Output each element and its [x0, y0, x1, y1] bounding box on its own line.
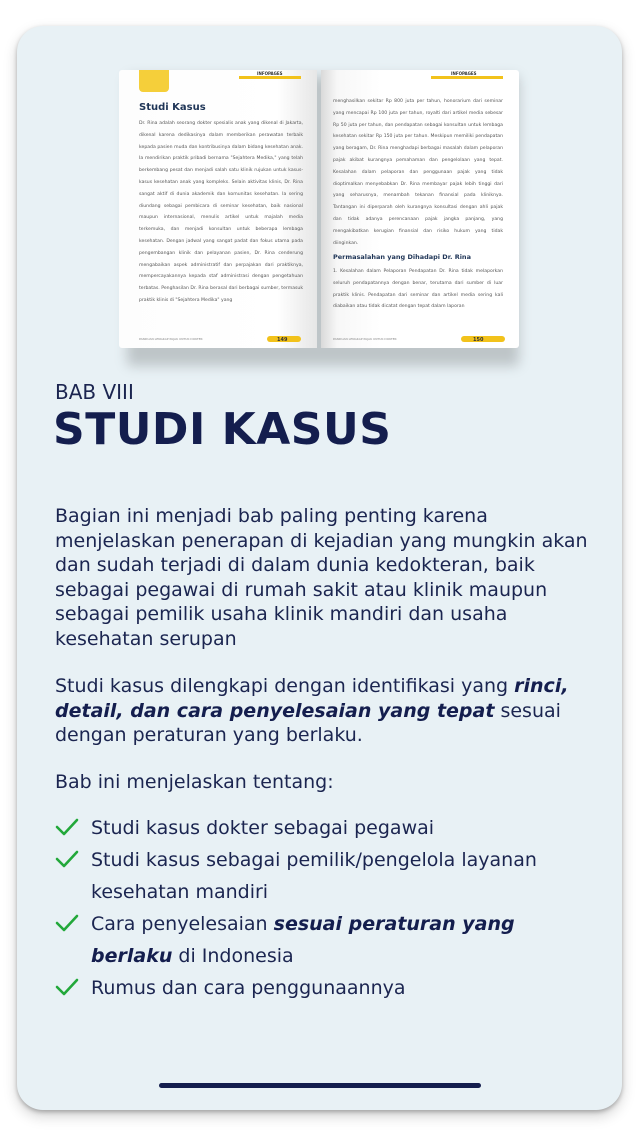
checklist-item-text-before: Cara penyelesaian: [91, 913, 274, 935]
page-number: 150: [473, 337, 484, 343]
list-intro: Bab ini menjelaskan tentang:: [55, 771, 334, 793]
book-right-page: [321, 70, 519, 348]
topic-checklist: [55, 812, 595, 1004]
detail-text-before: Studi kasus dilengkapi dengan identifikasi yang: [55, 675, 515, 697]
page-tab-decoration: [139, 70, 169, 92]
intro-paragraph: Bagian ini menjadi bab paling penting karena menjelaskan penerapan di kejadian yang mungkin akan dan sudah terjadi di dalam dunia kedokteran, baik sebagai pegawai di rumah sakit atau klinik maupun sebagai pemilik usaha klinik mandiri dan usaha kesehatan serupan: [55, 505, 588, 650]
checklist-item: [55, 812, 595, 844]
checklist-item: [55, 844, 595, 908]
checklist-item-text: Studi kasus sebagai pemilik/pengelola layanan kesehatan mandiri: [91, 849, 537, 903]
book-left-page: [119, 70, 317, 348]
checklist-item: [55, 908, 595, 972]
page-footer: [321, 332, 519, 348]
page-header-bar: [239, 76, 301, 79]
check-icon: [55, 977, 79, 997]
detail-text-after: sesuai dengan peraturan yang berlaku.: [55, 699, 561, 746]
page-header-label: INFOPAGES: [451, 71, 477, 76]
page-number: 149: [277, 337, 288, 343]
page-header-bar: [431, 76, 503, 79]
check-icon: [55, 913, 79, 933]
page-footer: [119, 332, 317, 348]
chapter-label: BAB VIII: [55, 380, 134, 404]
detail-text-emphasis: rinci, detail, dan cara penyelesaian yang tepat: [55, 675, 569, 722]
page-header-label: INFOPAGES: [257, 71, 283, 76]
page-title: STUDI KASUS: [53, 404, 392, 455]
checklist-item-text: Studi kasus dokter sebagai pegawai: [91, 817, 435, 839]
page-footer-text: PANDUAN LENGKAP PAJAK UNTUK DOKTER: [333, 337, 397, 341]
page-footer-text: PANDUAN LENGKAP PAJAK UNTUK DOKTER: [139, 337, 203, 341]
book-page-body-2: 1. Kesalahan dalam Pelaporan Pendapatan Dr. Rina tidak melaporkan seluruh pendapatannya dengan benar, terutama dari sumber di luar praktik klinis. Pendapatan dari seminar dan artikel media sering kali diabaikan atau tidak dicatat dengan tepat dalam laporan: [333, 269, 503, 310]
home-indicator-bar[interactable]: [159, 1083, 481, 1088]
book-mockup-image: [119, 64, 519, 360]
book-page-body: Dr. Rina adalah seorang dokter spesialis anak yang dikenal di Jakarta, dikenal karena dedikasinya dalam memberikan perawatan terbaik kepada pasien muda dan kontribusinya dalam bidang kesehatan anak. Ia mendirikan praktik pribadi bernama "Sejahtera Medika," yang telah berkembang pesat dan menjadi salah satu klinik rujukan untuk kasus-kasus kesehatan anak yang kompleks. Selain aktivitas klinis, Dr. Rina sangat aktif di dunia akademik dan komunitas kesehatan. Ia sering diundang sebagai pembicara di seminar kesehatan, baik nasional maupun internasional, menulis artikel untuk majalah media terkemuka, dan menjadi konsultan untuk beberapa lembaga kesehatan. Dengan jadwal yang sangat padat dan fokus utama pada pengembangan klinik dan pelayanan pasien, Dr. Rina cenderung mengabaikan aspek administratif dan perpajakan dari praktiknya, mempercayakannya kepada staf administrasi dengan pengetahuan terbatas. Penghasilan Dr. Rina berasal dari berbagai sumber, termasuk praktik klinis di "Sejahtera Medika" yang: [139, 121, 303, 303]
content-card: [17, 26, 622, 1110]
check-icon: [55, 849, 79, 869]
checklist-item: [55, 972, 595, 1004]
book-page-title: Studi Kasus: [139, 102, 206, 113]
book-page-subtitle: Permasalahan yang Dihadapi Dr. Rina: [333, 253, 471, 261]
book-page-body: menghasilkan sekitar Rp 800 juta per tahun, honorarium dari seminar yang mencapai Rp 100 juta per tahun, royalti dari artikel media sebesar Rp 50 juta per tahun, dan pendapatan sebagai konsultan untuk lembaga kesehatan sekitar Rp 150 juta per tahun. Meskipun memiliki pendapatan yang beragam, Dr. Rina menghadapi berbagai masalah dalam pelaporan pajak akibat kurangnya pemahaman dan pengelolaan yang tepat. Kesalahan dalam pelaporan dan penggunaan pajak yang tidak dioptimalkan menyebabkan Dr. Rina membayar pajak lebih tinggi dari yang seharusnya, menambah tekanan finansial pada kliniknya. Tantangan ini diperparah oleh kurangnya konsultasi dengan ahli pajak dan tidak adanya perencanaan pajak jangka panjang, yang mengakibatkan kerugian finansial dan risiko hukum yang tidak diinginkan.: [333, 99, 503, 246]
check-icon: [55, 817, 79, 837]
checklist-item-emphasis: sesuai peraturan yang berlaku: [91, 913, 515, 967]
checklist-item-text: Rumus dan cara penggunaannya: [91, 977, 406, 999]
detail-paragraph: [55, 674, 595, 748]
checklist-item-text-after: di Indonesia: [172, 945, 294, 967]
